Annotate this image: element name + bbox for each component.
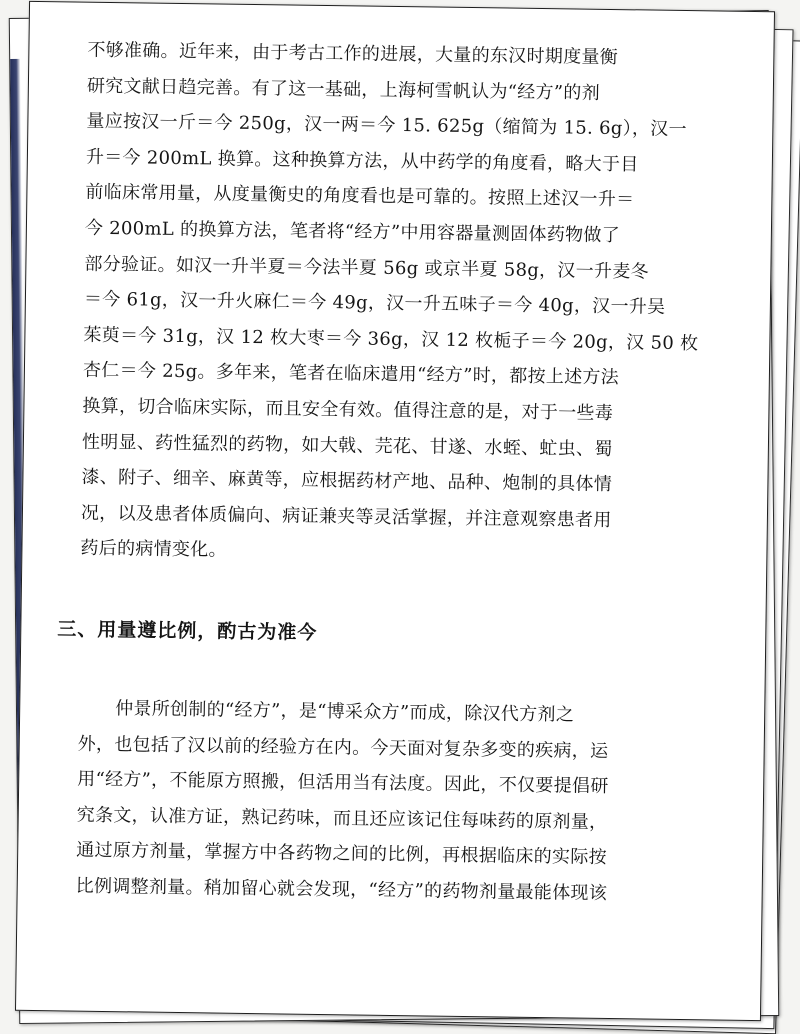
- document-page: [15, 1, 775, 1021]
- text-line: 量应按汉一斤＝今 250g，汉一两＝今 15. 625g（缩简为 15. 6g），汉一: [86, 110, 687, 141]
- text-line: 不够准确。近年来，由于考古工作的进展，大量的东汉时期度量衡: [87, 39, 619, 69]
- text-line: ＝今 61g，汉一升火麻仁＝今 49g，汉一升五味子＝今 40g，汉一升吴: [83, 288, 666, 318]
- text-line: 研究文献日趋完善。有了这一基础，上海柯雪帆认为“经方”的剂: [86, 75, 601, 104]
- text-line: 比例调整剂量。稍加留心就会发现，“经方”的药物剂量最能体现该: [75, 875, 608, 904]
- text-line: 漆、附子、细辛、麻黄等，应根据药材产地、品种、炮制的具体情: [81, 466, 613, 496]
- paragraph-1: [80, 33, 699, 575]
- section-heading: 三、用量遵比例，酌古为准今: [57, 618, 318, 644]
- text-line: 部分验证。如汉一升半夏＝今法半夏 56g 或京半夏 58g，汉一升麦冬: [84, 253, 650, 283]
- text-line: 通过原方剂量，掌握方中各药物之间的比例，再根据临床的实际按: [76, 839, 608, 869]
- page-content: [57, 33, 699, 913]
- text-line: 今 200mL 的换算方法，笔者将“经方”中用容器量测固体药物做了: [84, 217, 621, 247]
- text-line: 外，也包括了汉以前的经验方在内。今天面对复杂多变的疾病，运: [77, 733, 609, 762]
- text-line: 况，以及患者体质偏向、病证兼夹等灵活掌握，并注意观察患者用: [80, 502, 612, 531]
- text-line: 究条文，认准方证，熟记药味，而且还应该记住每味药的原剂量，: [76, 804, 608, 833]
- text-line: 杏仁＝今 25g。多年来，笔者在临床遣用“经方”时，都按上述方法: [82, 359, 620, 389]
- text-line: 换算，切合临床实际，而且安全有效。值得注意的是，对于一些毒: [82, 395, 614, 424]
- text-line: 用“经方”，不能原方照搬，但活用当有法度。因此，不仅要提倡研: [77, 768, 609, 798]
- text-line: 性明显、药性猛烈的药物，如大戟、芫花、甘遂、水蛭、虻虫、蜀: [81, 431, 613, 460]
- text-line: 药后的病情变化。: [80, 537, 227, 561]
- text-line: 前临床常用量，从度量衡史的角度看也是可靠的。按照上述汉一升＝: [85, 182, 635, 211]
- text-line: 升＝今 200mL 换算。这种换算方法，从中药学的角度看，略大于目: [85, 146, 639, 176]
- paragraph-2: [75, 691, 668, 913]
- text-line: 茱萸＝今 31g，汉 12 枚大枣＝今 36g，汉 12 枚栀子＝今 20g，汉 50 枚: [83, 324, 699, 354]
- text-line: 仲景所创制的“经方”，是“博采众方”而成，除汉代方剂之: [115, 698, 575, 726]
